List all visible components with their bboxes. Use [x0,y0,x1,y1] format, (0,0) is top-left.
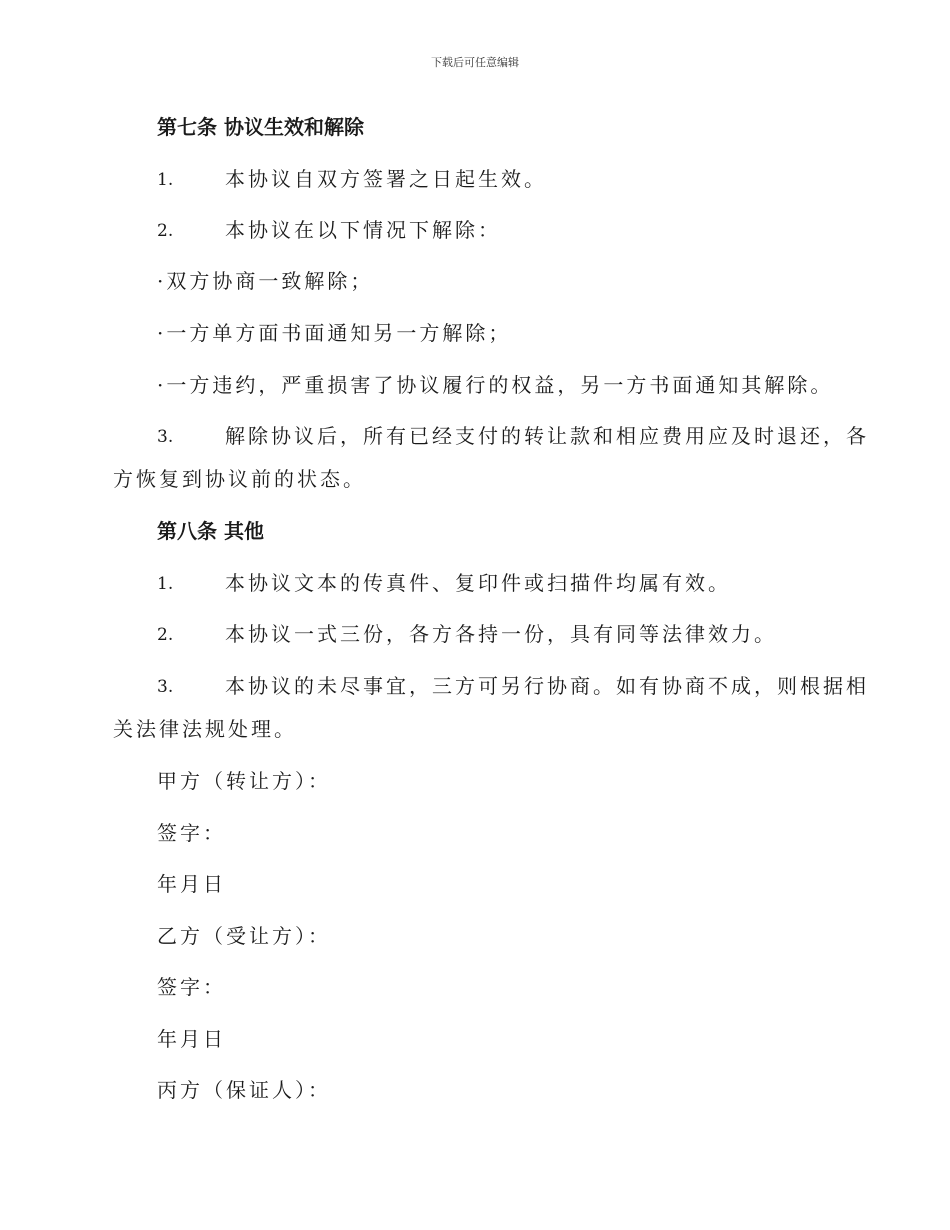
article-7-item-1-number: 1. [157,170,174,190]
article-8-item-1-text: 本协议文本的传真件、复印件或扫描件均属有效。 [225,571,731,595]
article-7-bullet-2: ·一方单方面书面通知另一方解除； [157,321,512,345]
article-7-title: 第七条 协议生效和解除 [157,115,364,139]
article-8-item-3-text-line-2: 关法律法规处理。 [113,717,297,741]
article-7-item-2-text: 本协议在以下情况下解除： [225,218,501,242]
party-a-label: 甲方（转让方）： [157,769,331,793]
party-b-signature-label: 签字： [157,975,226,999]
article-7-item-3-text-line-2: 方恢复到协议前的状态。 [113,467,366,491]
article-7-item-2-number: 2. [157,221,174,241]
article-8-item-1-number: 1. [157,574,174,594]
article-8-item-3-text-line-1: 本协议的未尽事宜，三方可另行协商。如有协商不成，则根据相 [225,674,869,698]
party-b-date-label: 年月日 [157,1027,226,1051]
party-c-label: 丙方（保证人）： [157,1078,331,1102]
article-7-item-3-text-line-1: 解除协议后，所有已经支付的转让款和相应费用应及时退还，各 [225,424,869,448]
article-8-title: 第八条 其他 [157,519,264,543]
article-7-bullet-3: ·一方违约，严重损害了协议履行的权益，另一方书面通知其解除。 [157,373,834,397]
article-8-item-2-text: 本协议一式三份，各方各持一份，具有同等法律效力。 [225,622,777,646]
article-7-item-3-number: 3. [157,427,174,447]
page-header: 下载后可任意编辑 [431,56,519,69]
party-a-signature-label: 签字： [157,821,226,845]
article-7-item-1-text: 本协议自双方签署之日起生效。 [225,167,547,191]
article-7-bullet-1: ·双方协商一致解除； [157,269,374,293]
party-b-label: 乙方（受让方）： [157,924,331,948]
article-8-item-2-number: 2. [157,625,174,645]
party-a-date-label: 年月日 [157,872,226,896]
article-8-item-3-number: 3. [157,677,174,697]
